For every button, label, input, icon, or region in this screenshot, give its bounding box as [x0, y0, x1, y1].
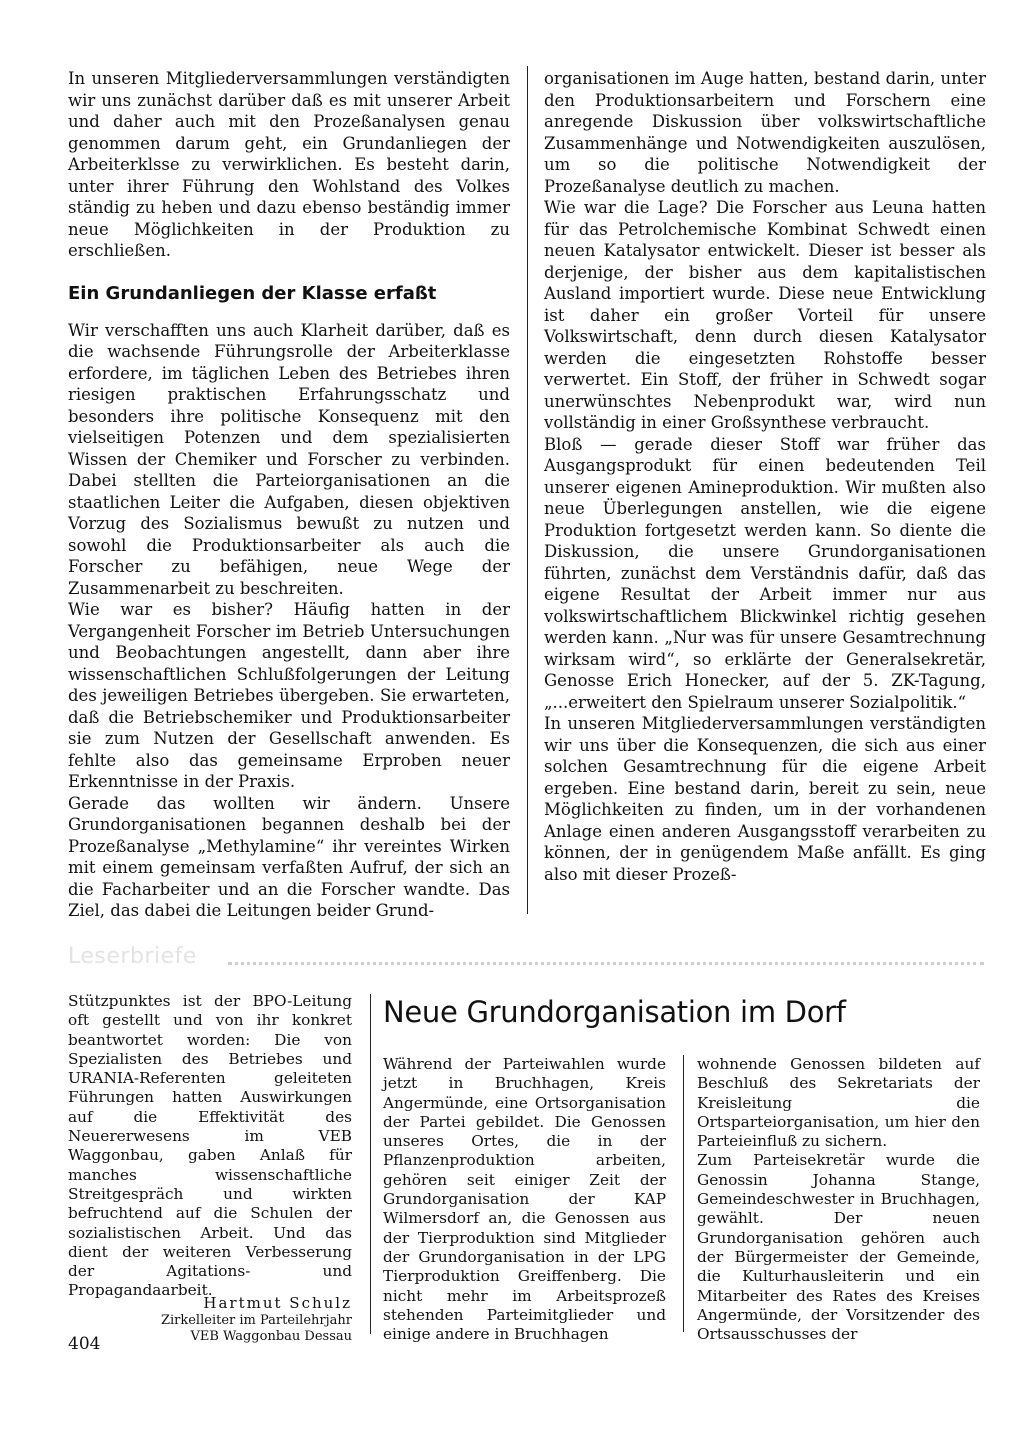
paragraph: Bloß — gerade dieser Stoff war früher das Ausgangsprodukt für einen bedeutenden Teil unserer eigenen Amineproduktion. Wir mußten also neue Überlegungen anstellen, wie die eigene Produktion fortgesetzt werden kann. So diente die Diskussion, die unsere Grundorganisationen führten, zunächst dem Verständnis dafür, daß das eigene Resultat der Arbeit immer nur aus volkswirtschaftlichem Blickwinkel richtig gesehen werden kann. „Nur was für unsere Gesamtrechnung wirksam wird“, so erklärte der Generalsekretär, Genosse Erich Honecker, auf der 5. ZK-Tagung, „...erweitert den Spielraum unserer Sozialpolitik.“ [544, 434, 986, 712]
top-left-column [68, 68, 510, 922]
column-divider [683, 1055, 684, 1332]
author-name: Hartmut Schulz [203, 1294, 352, 1312]
letter-text: Stützpunktes ist der BPO-Leitung oft gestellt und von ihr konkret beantwortet worden: Die von Spezialisten des Betriebes und URANIA-Referenten geleiteten Führungen hatten Auswirkungen auf die Effektivität des Neuererwesens im VEB Waggonbau, gaben Anlaß für manches wissenschaftliche Streitgespräch und wirkten befruchtend auf die Schulen der sozialistischen Arbeit. Und das dient der weiteren Verbesserung der Agitations- und Propagandaarbeit. [68, 992, 352, 1300]
article-left-column [383, 1055, 666, 1344]
page-number: 404 [68, 1334, 101, 1354]
top-right-column [544, 68, 986, 885]
paragraph: Gerade das wollten wir ändern. Unsere Grundorganisationen begannen deshalb bei der Prozeßanalyse „Methylamine“ ihr vereintes Wirken mit einem gemeinsam verfaßten Aufruf, der sich an die Facharbeiter und an die Forscher wandte. Das Ziel, das dabei die Leitungen beider Grund- [68, 793, 510, 920]
article-text: Während der Parteiwahlen wurde jetzt in Bruchhagen, Kreis Angermünde, eine Ortsorganisation der Partei gebildet. Die Genossen unseres Ortes, die in der Pflanzenproduktion arbeiten, gehören seit einiger Zeit der Grundorganisation der KAP Wilmersdorf an, die Genossen aus der Tierproduktion sind Mitglieder der Grundorganisation in der LPG Tierproduktion Greiffenberg. Die nicht mehr im Arbeitsprozeß stehenden Parteimitglieder und einige andere in Bruchhagen [383, 1055, 666, 1344]
letter-signature [68, 1293, 352, 1345]
paragraph: Wie war die Lage? Die Forscher aus Leuna hatten für das Petrolchemische Kombinat Schwedt einen neuen Katalysator entwickelt. Dieser ist besser als derjenige, der bisher aus dem kapitalistischen Ausland importiert wurde. Diese neue Entwicklung ist daher ein großer Vorteil für unsere Volkswirtschaft, denn durch diesen Katalysator werden die eingesetzten Rohstoffe besser verwertet. Ein Stoff, der früher in Schwedt sogar unerwünschtes Nebenprodukt war, wird nun vollständig in einer Großsynthese verbraucht. [544, 198, 986, 432]
section-band [68, 940, 984, 980]
section-heading: Ein Grundanliegen der Klasse erfaßt [68, 282, 437, 304]
section-label: Leserbriefe [68, 944, 197, 969]
paragraph: organisationen im Auge hatten, bestand darin, unter den Produktionsarbeitern und Forschern eine anregende Diskussion über volkswirtschaftliche Zusammenhänge und Notwendigkeiten auszulösen, um so die politische Notwendigkeit der Prozeßanalyse deutlich zu machen. [544, 69, 986, 196]
paragraph: In unseren Mitgliederversammlungen verständigten wir uns über die Konsequenzen, die sich aus einer solchen Gesamtrechnung für die eigene Arbeit ergeben. Eine bestand darin, bereit zu sein, neue Möglichkeiten zu finden, um in der vorhandenen Anlage einen anderen Ausgangsstoff verarbeiten zu können, der in genügendem Maße anfällt. Es ging also mit dieser Prozeß- [544, 714, 986, 884]
paragraph: Wie war es bisher? Häufig hatten in der Vergangenheit Forscher im Betrieb Untersuchungen und Beobachtungen angestellt, dann aber ihre wissenschaftlichen Schlußfolgerungen der Leitung des jeweiligen Betriebes übergeben. Sie erwarteten, daß die Betriebschemiker und Produktionsarbeiter sie zum Nutzen der Gesellschaft anwenden. Es fehlte also das gemeinsame Erproben neuer Erkenntnisse in der Praxis. [68, 600, 510, 791]
author-role: Zirkelleiter im Parteilehrjahr [160, 1313, 352, 1328]
column-divider [527, 66, 528, 914]
author-organization: VEB Waggonbau Dessau [190, 1329, 352, 1344]
article-title: Neue Grundorganisation im Dorf [383, 995, 846, 1029]
paragraph: In unseren Mitgliederversammlungen verständigten wir uns zunächst darüber daß es mit unserer Arbeit und daher auch mit den Prozeßanalysen genau genommen darum geht, ein Grundanliegen der Arbeiterklsse zu verwirklichen. Es besteht darin, unter ihrer Führung den Wohlstand des Volkes ständig zu heben und dazu ebenso beständig immer neue Möglichkeiten in der Produktion zu erschließen. [68, 69, 510, 260]
reader-letter [68, 992, 352, 1301]
dotted-separator [228, 962, 984, 965]
article-text: Zum Parteisekretär wurde die Genossin Johanna Stange, Gemeindeschwester in Bruchhagen, gewählt. Der neuen Grundorganisation gehören auch der Bürgermeister der Gemeinde, die Kulturhausleiterin und ein Mitarbeiter des Rates des Kreises Angermünde, der Vorsitzender des Ortsausschusses der [697, 1151, 980, 1344]
column-divider [370, 994, 371, 1334]
article-right-column [697, 1055, 980, 1344]
paragraph: Wir verschafften uns auch Klarheit darüber, daß es die wachsende Führungsrolle der Arbeiterklasse erfordere, im täglichen Leben des Betriebes ihren riesigen praktischen Erfahrungsschatz und besonders ihre politische Konsequenz mit den vielseitigen Potenzen und dem spezialisierten Wissen der Chemiker und Forscher zu verbinden. Dabei stellten die Parteiorganisationen an die staatlichen Leiter die Aufgaben, diesen objektiven Vorzug des Sozialismus bewußt zu nutzen und sowohl die Produktionsarbeiter als auch die Forscher zu befähigen, neue Wege der Zusammenarbeit zu beschreiten. [68, 320, 510, 598]
article-text: wohnende Genossen bildeten auf Beschluß des Sekretariats der Kreisleitung die Ortsparteiorganisation, um hier den Parteieinfluß zu sichern. [697, 1055, 980, 1151]
